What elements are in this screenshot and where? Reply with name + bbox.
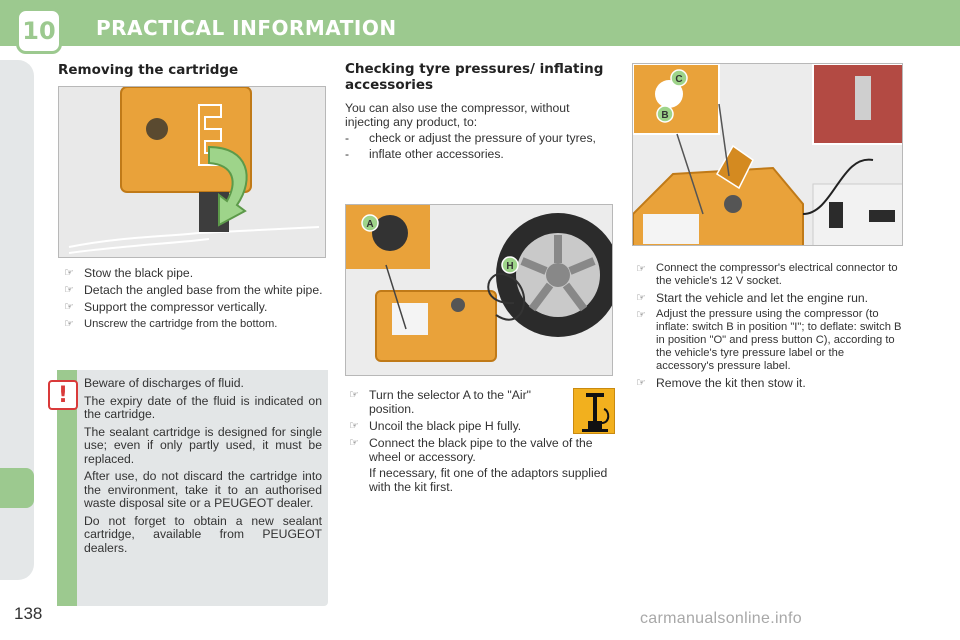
warning-paragraph: After use, do not discard the cartridge into the environment, take it to an authorised waste disposal site or a PEUGEOT dealer.	[84, 469, 322, 510]
warning-icon: !	[48, 380, 78, 410]
tyre-pressure-pump-icon	[573, 388, 615, 434]
page-title: PRACTICAL INFORMATION	[96, 16, 397, 40]
label-a: A	[366, 219, 374, 230]
hand-pointer-icon: ☞	[349, 419, 359, 432]
warning-text	[84, 377, 322, 559]
cartridge-illustration	[58, 86, 326, 258]
hand-pointer-icon: ☞	[64, 266, 74, 279]
warning-paragraph: The sealant cartridge is designed for single use; even if only partly used, it must be replaced.	[84, 424, 322, 466]
list-item: ☞ Detach the angled base from the white pipe.	[64, 283, 323, 297]
list-item: ☞ Connect the black pipe to the valve of the wheel or accessory. If necessary, fit one of the adaptors supplied with the kit first.	[345, 436, 617, 494]
list-item: ☞ Turn the selector A to the "Air" position.	[349, 388, 531, 416]
chapter-number: 10	[22, 17, 56, 45]
connection-steps	[632, 262, 904, 393]
list-item: ☞ Unscrew the cartridge from the bottom.	[64, 317, 278, 330]
list-item: ☞ Remove the kit then stow it.	[636, 376, 806, 390]
hand-pointer-icon: ☞	[636, 291, 646, 304]
checking-pressures-heading: Checking tyre pressures/ inflating accessories	[345, 61, 604, 93]
intro-text: You can also use the compressor, without injecting any product, to:	[345, 101, 570, 129]
warning-paragraph: The expiry date of the fluid is indicated on the cartridge.	[84, 393, 322, 421]
removing-cartridge-heading: Removing the cartridge	[58, 62, 239, 78]
hand-pointer-icon: ☞	[636, 376, 646, 389]
hand-pointer-icon: ☞	[349, 388, 359, 401]
intro-list	[345, 131, 617, 161]
hand-pointer-icon: ☞	[64, 300, 74, 313]
warning-paragraph: Beware of discharges of fluid.	[84, 376, 244, 390]
checking-intro	[345, 101, 617, 163]
list-item: ☞ Start the vehicle and let the engine run.	[636, 291, 869, 305]
hand-pointer-icon: ☞	[636, 308, 646, 321]
hand-pointer-icon: ☞	[349, 436, 359, 449]
list-item: - check or adjust the pressure of your tyres,	[345, 131, 596, 145]
adaptor-note: If necessary, fit one of the adaptors supplied with the kit first.	[369, 466, 608, 494]
list-item: ☞ Uncoil the black pipe H fully.	[349, 419, 522, 433]
watermark: carmanualsonline.info	[640, 610, 802, 627]
compressor-connection-illustration	[632, 63, 903, 246]
list-item: ☞ Stow the black pipe.	[64, 266, 194, 280]
list-item: ☞ Adjust the pressure using the compressor (to inflate: switch B in position "I"; to deflate: switch B in position "O" and press button C), according to the vehicle's tyre pressure label or the accessory's pressure label.	[636, 308, 902, 372]
compressor-wheel-illustration	[345, 204, 613, 376]
label-h: H	[506, 261, 514, 272]
hand-pointer-icon: ☞	[636, 262, 646, 275]
label-c: C	[675, 74, 683, 85]
list-item: - inflate other accessories.	[345, 147, 504, 161]
hand-pointer-icon: ☞	[64, 317, 74, 330]
chapter-badge	[16, 8, 62, 54]
list-item: ☞ Support the compressor vertically.	[64, 300, 268, 314]
removing-steps	[60, 266, 328, 334]
chapter-tab	[0, 468, 34, 508]
list-item: ☞ Connect the compressor's electrical connector to the vehicle's 12 V socket.	[636, 262, 898, 287]
label-b: B	[661, 110, 669, 121]
warning-paragraph: Do not forget to obtain a new sealant cartridge, available from PEUGEOT dealers.	[84, 513, 322, 555]
hand-pointer-icon: ☞	[64, 283, 74, 296]
page-number: 138	[14, 604, 43, 623]
